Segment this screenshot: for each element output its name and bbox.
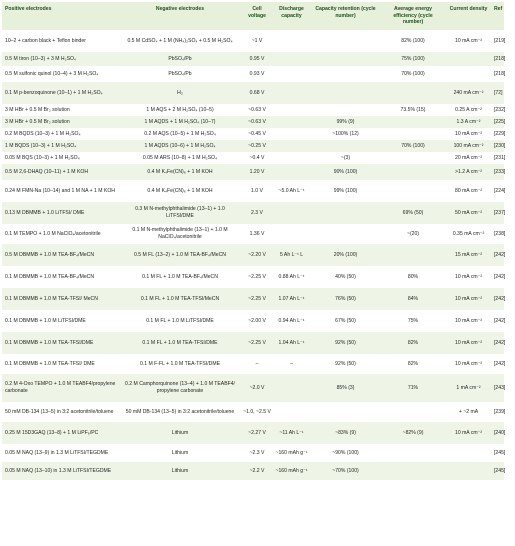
- cell-negative-electrode: H₂: [177, 89, 183, 96]
- cell-reference: [242]: [494, 295, 506, 302]
- table-row: [2, 104, 504, 116]
- cell-current-density: 10 mA cm⁻²: [454, 360, 483, 367]
- cell-cell-voltage: ~2.2 V: [249, 467, 265, 474]
- cell-cell-voltage: ~2.3 V: [249, 449, 265, 456]
- cell-current-density: 1 mA cm⁻²: [456, 384, 481, 391]
- table-row: [2, 310, 504, 332]
- cell-cell-voltage: 1.36 V: [249, 230, 265, 237]
- cell-energy-efficiency: 75%: [407, 317, 419, 324]
- cell-current-density: 240 mA cm⁻²: [453, 89, 484, 96]
- cell-cell-voltage: 0.93 V: [249, 70, 265, 77]
- table-row: [2, 52, 504, 66]
- cell-capacity-retention: ~(3): [340, 154, 351, 161]
- cell-energy-efficiency: ~(20): [406, 230, 420, 237]
- cell-discharge-capacity: 0.94 Ah L⁻¹: [278, 317, 305, 324]
- cell-reference: [242]: [494, 317, 506, 324]
- cell-energy-efficiency: 70% (100): [401, 70, 425, 77]
- header-positive-electrodes: Positive electrodes: [5, 6, 52, 12]
- table-row: [2, 288, 504, 310]
- cell-negative-electrode: 1 M AQDS + 1 M H₂SO₄ (10–7): [144, 118, 216, 125]
- cell-current-density: 10 mA cm⁻²: [454, 317, 483, 324]
- table-row: [2, 244, 504, 266]
- cell-cell-voltage: –: [255, 360, 259, 367]
- cell-reference: [232]: [494, 106, 506, 113]
- cell-negative-electrode: 0.1 M FL + 1.0 M LiTFSI/DME: [146, 317, 214, 324]
- cell-positive-electrode: 10–2 + carbon black + Teflon binder: [5, 37, 86, 44]
- cell-negative-electrode: 0.1 M FL + 1.0 M TEA-BF₄/MeCN: [142, 273, 218, 280]
- cell-energy-efficiency: 71%: [407, 384, 419, 391]
- table-row: [2, 116, 504, 128]
- cell-positive-electrode: 0.1 M DBMMB + 1.0 M TEA-TFSI/ DME: [5, 360, 95, 367]
- cell-capacity-retention: ~83% (9): [335, 429, 356, 436]
- cell-cell-voltage: ~1 V: [251, 37, 263, 44]
- cell-positive-electrode: 0.2 M BQDS (10–3) + 1 M H₂SO₄: [5, 130, 81, 137]
- header-energy-efficiency: Average energy efficiency (cycle number): [393, 6, 433, 26]
- cell-energy-efficiency: 69% (50): [402, 209, 424, 216]
- cell-positive-electrode: 0.05 M NAQ (13–10) in 1.3 M LiTFSI/TEGDME: [5, 467, 112, 474]
- cell-capacity-retention: 85% (3): [336, 384, 355, 391]
- cell-negative-electrode: 0.1 M FL + 1.0 M TEA-TFSI/DME: [142, 339, 218, 346]
- cell-cell-voltage: ~0.63 V: [248, 106, 266, 113]
- cell-negative-electrode: 1 M AQS + 2 M H₂SO₄ (10–5): [146, 106, 214, 113]
- cell-discharge-capacity: ~160 mAh g⁻¹: [275, 467, 308, 474]
- cell-positive-electrode: 0.2 M 4-Oxo TEMPO + 1.0 M TEABF4/propylene carbonate: [5, 381, 116, 394]
- cell-negative-electrode: 0.2 M Camphorquinone (13–4) + 1.0 M TEABF4/ propylene carbonate: [125, 381, 235, 394]
- cell-cell-voltage: ~1.0, ~2.5 V: [243, 408, 271, 415]
- cell-current-density: 15 mA cm⁻²: [454, 251, 483, 258]
- cell-positive-electrode: 0.5 M tiron (10–3) + 3 M H₂SO₄: [5, 55, 77, 62]
- cell-current-density: >1.2 A cm⁻²: [455, 168, 482, 175]
- table-row: [2, 354, 504, 374]
- cell-positive-electrode: 3 M HBr + 0.5 M Br₂ solution: [5, 118, 70, 125]
- cell-negative-electrode: 0.5 M CdSO₄ + 1 M (NH₄)₂SO₄ + 0.5 M H₂SO₄: [127, 37, 233, 44]
- cell-cell-voltage: ~2.25 V: [248, 339, 266, 346]
- table-row: [2, 224, 504, 244]
- cell-cell-voltage: ~2.25 V: [248, 273, 266, 280]
- cell-positive-electrode: 0.24 M FMN-Na (10–14) and 1 M NA + 1 M KOH: [5, 187, 115, 194]
- cell-reference: [231]: [494, 154, 506, 161]
- cell-discharge-capacity: ~160 mAh g⁻¹: [275, 449, 308, 456]
- cell-negative-electrode: 0.4 M K₄Fe(CN)₆ + 1 M KOH: [147, 187, 213, 194]
- cell-reference: [240]: [494, 429, 506, 436]
- cell-positive-electrode: 1 M BQDS (10–3) + 1 M H₂SO₄: [5, 142, 77, 149]
- cell-cell-voltage: ~2.00 V: [248, 317, 266, 324]
- cell-energy-efficiency: 82%: [407, 339, 419, 346]
- cell-positive-electrode: 0.05 M BQS (10–3) + 1 M H₂SO₄: [5, 154, 80, 161]
- cell-negative-electrode: Lithium: [171, 429, 189, 436]
- cell-positive-electrode: 0.1 M p-benzoquinone (10–1) + 1 M H₂SO₄: [5, 89, 103, 96]
- cell-energy-efficiency: 84%: [407, 295, 419, 302]
- cell-positive-electrode: 0.1 M TEMPO + 1.0 M NaClO₄/acetonitrile: [5, 230, 101, 237]
- cell-current-density: 20 mA cm⁻²: [454, 154, 483, 161]
- cell-reference: [218]: [494, 70, 506, 77]
- cell-cell-voltage: ~0.25 V: [248, 142, 266, 149]
- cell-reference: [237]: [494, 209, 506, 216]
- table-row: [2, 164, 504, 180]
- cell-capacity-retention: 76% (50): [335, 295, 356, 302]
- cell-reference: [242]: [494, 360, 506, 367]
- cell-capacity-retention: 99% (100): [333, 187, 358, 194]
- cell-capacity-retention: ~70% (100): [332, 467, 359, 474]
- cell-capacity-retention: ~90% (100): [332, 449, 359, 456]
- cell-negative-electrode: 0.3 M N-methylphthalimide (13–1) + 1.0 LiTFSI/DME: [135, 206, 225, 219]
- cell-reference: [229]: [494, 130, 506, 137]
- cell-negative-electrode: 0.1 M N-methylphthalimide (13–1) + 1.0 M NaClO₄/acetonitrile: [132, 227, 228, 240]
- cell-capacity-retention: 67% (50): [335, 317, 356, 324]
- cell-reference: [72]: [494, 89, 503, 96]
- cell-cell-voltage: 1.0 V: [251, 187, 263, 194]
- cell-capacity-retention: ~100% (12): [332, 130, 359, 137]
- cell-cell-voltage: ~2.25 V: [248, 295, 266, 302]
- cell-positive-electrode: 0.5 M DBMMB + 1.0 M TEA-BF₄/MeCN: [5, 251, 95, 258]
- cell-reference: [230]: [494, 142, 506, 149]
- cell-negative-electrode: Lithium: [171, 449, 189, 456]
- cell-discharge-capacity: 1.07 Ah L⁻¹: [278, 295, 305, 302]
- cell-positive-electrode: 3 M HBr + 0.5 M Br₂ solution: [5, 106, 70, 113]
- cell-energy-efficiency: 82% (100): [401, 37, 425, 44]
- cell-energy-efficiency: 70% (100): [401, 142, 425, 149]
- cell-positive-electrode: 0.05 M NAQ (13–9) in 1.3 M LiTFSI/TEGDME: [5, 449, 109, 456]
- cell-discharge-capacity: ~11 Ah L⁻¹: [279, 429, 304, 436]
- cell-current-density: 50 mA cm⁻²: [454, 209, 483, 216]
- header-cell-voltage: Cell voltage: [248, 6, 266, 19]
- cell-positive-electrode: 0.1 M DBMMB + 1.0 M LiTFSI/DME: [5, 317, 86, 324]
- table-row: [2, 82, 504, 104]
- cell-reference: [242]: [494, 273, 506, 280]
- cell-negative-electrode: 50 mM DB-134 (13–5) in 3:2 acetonitrile/toluene: [125, 408, 235, 415]
- cell-capacity-retention: 99% (9): [336, 118, 355, 125]
- cell-current-density: 100 mA cm⁻²: [453, 142, 484, 149]
- cell-capacity-retention: 20% (100): [333, 251, 358, 258]
- header-negative-electrodes: Negative electrodes: [155, 6, 205, 12]
- cell-cell-voltage: 0.68 V: [249, 89, 265, 96]
- cell-cell-voltage: ~2.0 V: [249, 384, 265, 391]
- table-row: [2, 422, 504, 444]
- cell-reference: [245]: [494, 449, 506, 456]
- cell-discharge-capacity: –: [290, 360, 293, 367]
- cell-capacity-retention: 92% (50): [335, 360, 356, 367]
- cell-current-density: 10 mA cm⁻²: [454, 37, 483, 44]
- cell-discharge-capacity: 5 Ah L⁻¹ L: [279, 251, 304, 258]
- table-body: [2, 30, 504, 480]
- cell-cell-voltage: 1.20 V: [249, 168, 265, 175]
- cell-current-density: + ~2 mA: [458, 408, 479, 415]
- table-row: [2, 374, 504, 402]
- cell-reference: [239]: [494, 408, 506, 415]
- table-header: [2, 2, 504, 30]
- header-capacity-retention: Capacity retention (cycle number): [315, 6, 376, 19]
- cell-current-density: 80 mA cm⁻²: [454, 187, 483, 194]
- cell-current-density: 10 mA cm⁻²: [454, 339, 483, 346]
- cell-cell-voltage: ~0.4 V: [249, 154, 265, 161]
- table-row: [2, 152, 504, 164]
- table-row: [2, 66, 504, 82]
- cell-reference: [219]: [494, 37, 506, 44]
- table-row: [2, 202, 504, 224]
- cell-discharge-capacity: 1.04 Ah L⁻¹: [278, 339, 305, 346]
- table-row: [2, 180, 504, 202]
- cell-reference: [224]: [494, 187, 506, 194]
- cell-energy-efficiency: 75% (100): [401, 55, 425, 62]
- cell-positive-electrode: 50 mM DB-134 (13–5) in 3:2 acetonitrile/toluene: [5, 408, 114, 415]
- cell-current-density: 10 mA cm⁻²: [454, 429, 483, 436]
- cell-reference: [242]: [494, 339, 506, 346]
- cell-current-density: 10 mA cm⁻²: [454, 273, 483, 280]
- cell-energy-efficiency: 82%: [407, 360, 419, 367]
- header-ref: Ref: [494, 6, 503, 12]
- cell-reference: [225]: [494, 118, 506, 125]
- cell-cell-voltage: ~2.27 V: [248, 429, 266, 436]
- cell-reference: [218]: [494, 55, 506, 62]
- cell-energy-efficiency: 73.5% (15): [400, 106, 426, 113]
- cell-current-density: 10 mA cm⁻²: [454, 295, 483, 302]
- cell-cell-voltage: ~2.20 V: [248, 251, 266, 258]
- table-row: [2, 30, 504, 52]
- cell-negative-electrode: 1 M AQDS (10–6) + 1 M H₂SO₄: [144, 142, 216, 149]
- cell-reference: [233]: [494, 168, 506, 175]
- header-current-density: Current density: [449, 6, 488, 12]
- cell-negative-electrode: PbSO₄/Pb: [168, 55, 192, 62]
- cell-cell-voltage: 2.3 V: [251, 209, 263, 216]
- cell-current-density: 0.35 mA cm⁻²: [452, 230, 485, 237]
- table-row: [2, 140, 504, 152]
- cell-discharge-capacity: ~5.0 Ah L⁻¹: [278, 187, 305, 194]
- table-row: [2, 128, 504, 140]
- table-row: [2, 462, 504, 480]
- cell-current-density: 1.3 A cm⁻²: [456, 118, 481, 125]
- header-discharge-capacity: Discharge capacity: [279, 6, 304, 19]
- cell-cell-voltage: ~0.45 V: [248, 130, 266, 137]
- cell-energy-efficiency: ~82% (9): [402, 429, 424, 436]
- cell-capacity-retention: 40% (50): [335, 273, 356, 280]
- cell-energy-efficiency: 80%: [407, 273, 419, 280]
- cell-negative-electrode: Lithium: [171, 467, 189, 474]
- cell-positive-electrode: 0.5 M 2,6-DHAQ (10–11) + 1 M KOH: [5, 168, 88, 175]
- cell-reference: [245]: [494, 467, 506, 474]
- cell-positive-electrode: 0.25 M 15D3GAQ (13–8) + 1 M LiPF₆/PC: [5, 429, 99, 436]
- cell-reference: [242]: [494, 251, 506, 258]
- cell-cell-voltage: 0.95 V: [249, 55, 265, 62]
- cell-positive-electrode: 0.13 M DBMMB + 1.0 LiTFSI/ DME: [5, 209, 85, 216]
- cell-negative-electrode: 0.2 M AQS (10–5) + 1 M H₂SO₄: [144, 130, 216, 137]
- cell-positive-electrode: 0.1 M DBMMB + 1.0 M TEA-TFSI/DME: [5, 339, 94, 346]
- cell-current-density: 0.25 A cm⁻²: [455, 106, 482, 113]
- cell-reference: [243]: [494, 384, 506, 391]
- table-row: [2, 444, 504, 462]
- cell-capacity-retention: 92% (50): [335, 339, 356, 346]
- cell-negative-electrode: 0.4 M K₄Fe(CN)₆ + 1 M KOH: [147, 168, 213, 175]
- cell-negative-electrode: 0.1 M FL + 1.0 M TEA-TFSI/MeCN: [140, 295, 220, 302]
- cell-positive-electrode: 0.5 M sulfonic quinol (10–4) + 3 M H₂SO₄: [5, 70, 99, 77]
- cell-negative-electrode: 0.05 M ARS (10–8) + 1 M H₂SO₄: [142, 154, 218, 161]
- cell-cell-voltage: ~0.63 V: [248, 118, 266, 125]
- cell-current-density: 10 mA cm⁻²: [454, 130, 483, 137]
- table-row: [2, 402, 504, 422]
- electrode-table: [2, 2, 504, 480]
- cell-negative-electrode: 0.5 M FL (13–2) + 1.0 M TEA-BF₄/MeCN: [134, 251, 226, 258]
- table-row: [2, 266, 504, 288]
- table-row: [2, 332, 504, 354]
- cell-discharge-capacity: 0.88 Ah L⁻¹: [278, 273, 305, 280]
- cell-capacity-retention: 90% (100): [333, 168, 358, 175]
- cell-negative-electrode: PbSO₄/Pb: [168, 70, 192, 77]
- cell-reference: [238]: [494, 230, 506, 237]
- cell-positive-electrode: 0.1 M DBMMB + 1.0 M TEA-TFSI/ MeCN: [5, 295, 98, 302]
- cell-negative-electrode: 0.1 M F-FL + 1.0 M TEA-TFSI/DME: [140, 360, 220, 367]
- cell-positive-electrode: 0.1 M DBMMB + 1.0 M TEA-BF₄/MeCN: [5, 273, 95, 280]
